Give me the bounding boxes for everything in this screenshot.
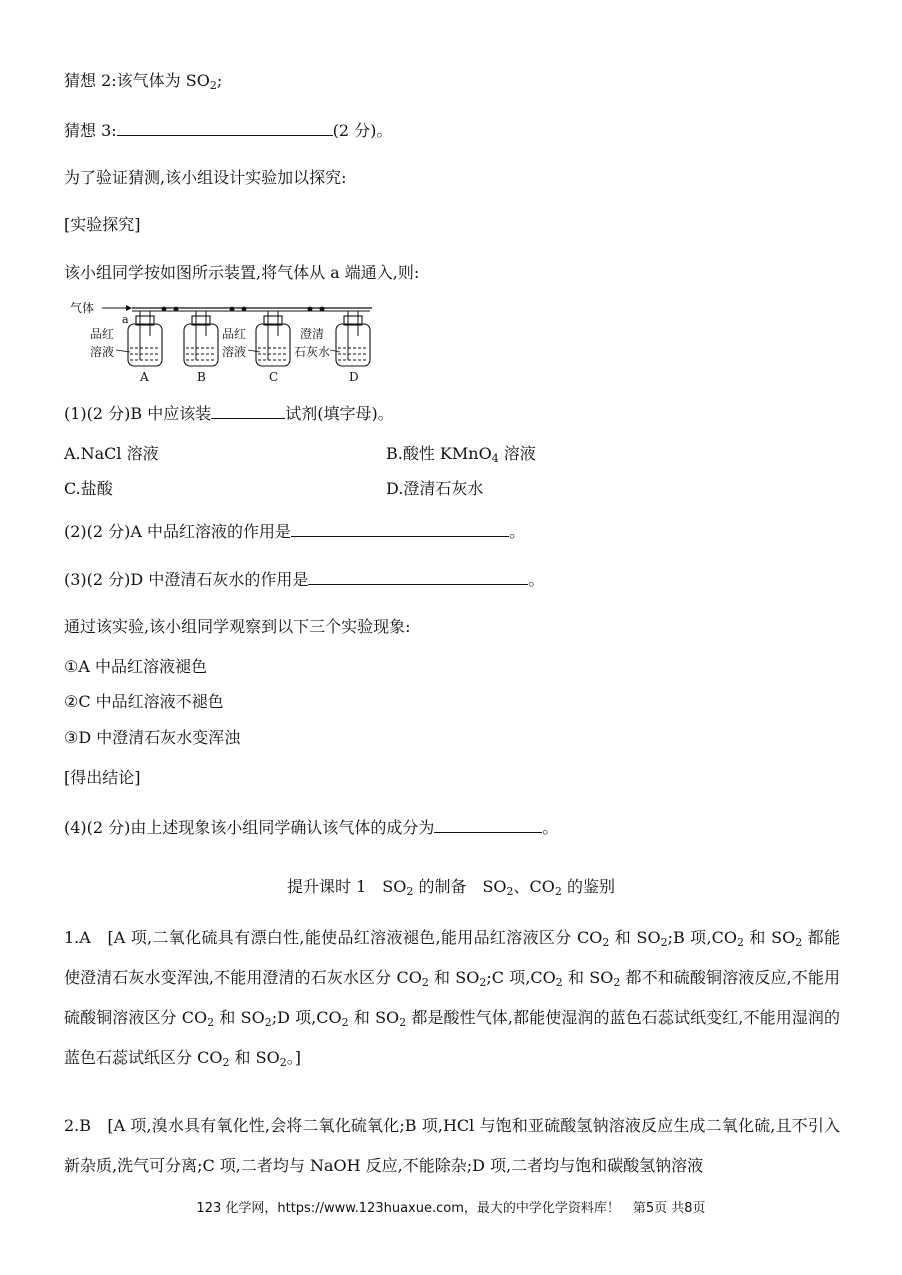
bottle-label-B: B [197,370,206,384]
answer-2: 2.B [A 项,溴水具有氧化性,会将二氧化硫氧化;B 项,HCl 与饱和亚硫酸氢钠溶液反应生成二氧化硫,且不引入新杂质,洗气可分离;C 项,二者均与 NaOH 反应,不能除杂;D 项,二者均与饱和碳酸氢钠溶液 [64,1116,840,1175]
bottle-label-C: C [269,370,279,384]
answer-blank[interactable] [117,119,333,136]
bottle-label-D: D [349,370,359,384]
gas-label: 气体 [70,301,95,315]
answer-blank[interactable] [434,816,542,833]
bottle-label-A: A [140,370,149,384]
observation-3: ③D 中澄清石灰水变浑浊 [64,728,241,747]
verify-line: 为了验证猜测,该小组设计实验加以探究: [64,168,347,187]
label-A-line2: 溶液 [90,345,115,359]
observation-2: ②C 中品红溶液不褪色 [64,692,224,711]
answers-title: 提升课时 1 $SO_2$ 的制备 $SO_2$、$CO_2$ 的鉴别 [287,877,615,898]
arrow-head-icon [126,305,132,311]
answer-blank[interactable] [211,402,285,419]
question-4: (4)(2 分)由上述现象该小组同学确认该气体的成分为 。 [64,818,559,837]
hypothesis-2: 猜想 2:该气体为 $SO_2$; [64,71,223,92]
observe-line: 通过该实验,该小组同学观察到以下三个实验现象: [64,617,411,636]
question-2: (2)(2 分)A 中品红溶液的作用是 。 [64,522,526,541]
option-d: D.澄清石灰水 [386,479,484,498]
label-D-line1: 澄清 [300,327,325,341]
bottle-A [128,311,162,366]
option-a: A.NaCl 溶液 [64,444,159,463]
option-b: B.酸性 KMnO$_4$ 溶液 [386,444,536,465]
answer-blank[interactable] [291,520,509,537]
question-1: (1)(2 分)B 中应该装 试剂(填字母)。 [64,404,394,423]
label-D-line2: 石灰水 [294,345,331,359]
observation-1: ①A 中品红溶液褪色 [64,657,207,676]
question-3: (3)(2 分)D 中澄清石灰水的作用是 。 [64,570,545,589]
page-footer: 123 化学网，https://www.123huaxue.com，最大的中学化学资料库！ 第5页 共8页 [196,1201,706,1216]
hypothesis-3: 猜想 3: (2 分)。 [64,121,393,140]
bottle-B [184,311,218,366]
conclusion-heading: [得出结论] [64,768,141,787]
label-C-line2: 溶液 [222,345,247,359]
experiment-heading: [实验探究] [64,215,141,234]
answer-1: 1.A [A 项,二氧化硫具有漂白性,能使品红溶液褪色,能用品红溶液区分 $CO_2$ 和 $SO_2;B$ 项$,CO_2$ 和 $SO_2$ 都能使澄清石灰水变浑浊,不能用澄清的石灰水区分 $CO_2$ 和 $SO_2;C$ 项$,CO_2$ 和 $SO_2$ 都不和硫酸铜溶液反应,不能用硫酸铜溶液区分 $CO_2$ 和 $SO_2;D$ 项$,CO_2$ 和 $SO_2$ 都是酸性气体,都能使湿润的蓝色石蕊试纸变红,不能用湿润的蓝色石蕊试纸区分 $CO_2$ 和 $SO_2$。] [64,928,840,1069]
label-A-line1: 品红 [90,327,115,341]
setup-line: 该小组同学按如图所示装置,将气体从 a 端通入,则: [64,263,420,282]
bottle-C [256,311,290,366]
option-c: C.盐酸 [64,479,113,498]
leader-line [330,350,340,352]
inlet-label: a [122,313,129,326]
bottle-D [336,311,370,366]
apparatus-diagram [64,296,384,386]
label-C-line1: 品红 [222,327,247,341]
answer-blank[interactable] [308,568,528,585]
leader-line [248,350,260,352]
